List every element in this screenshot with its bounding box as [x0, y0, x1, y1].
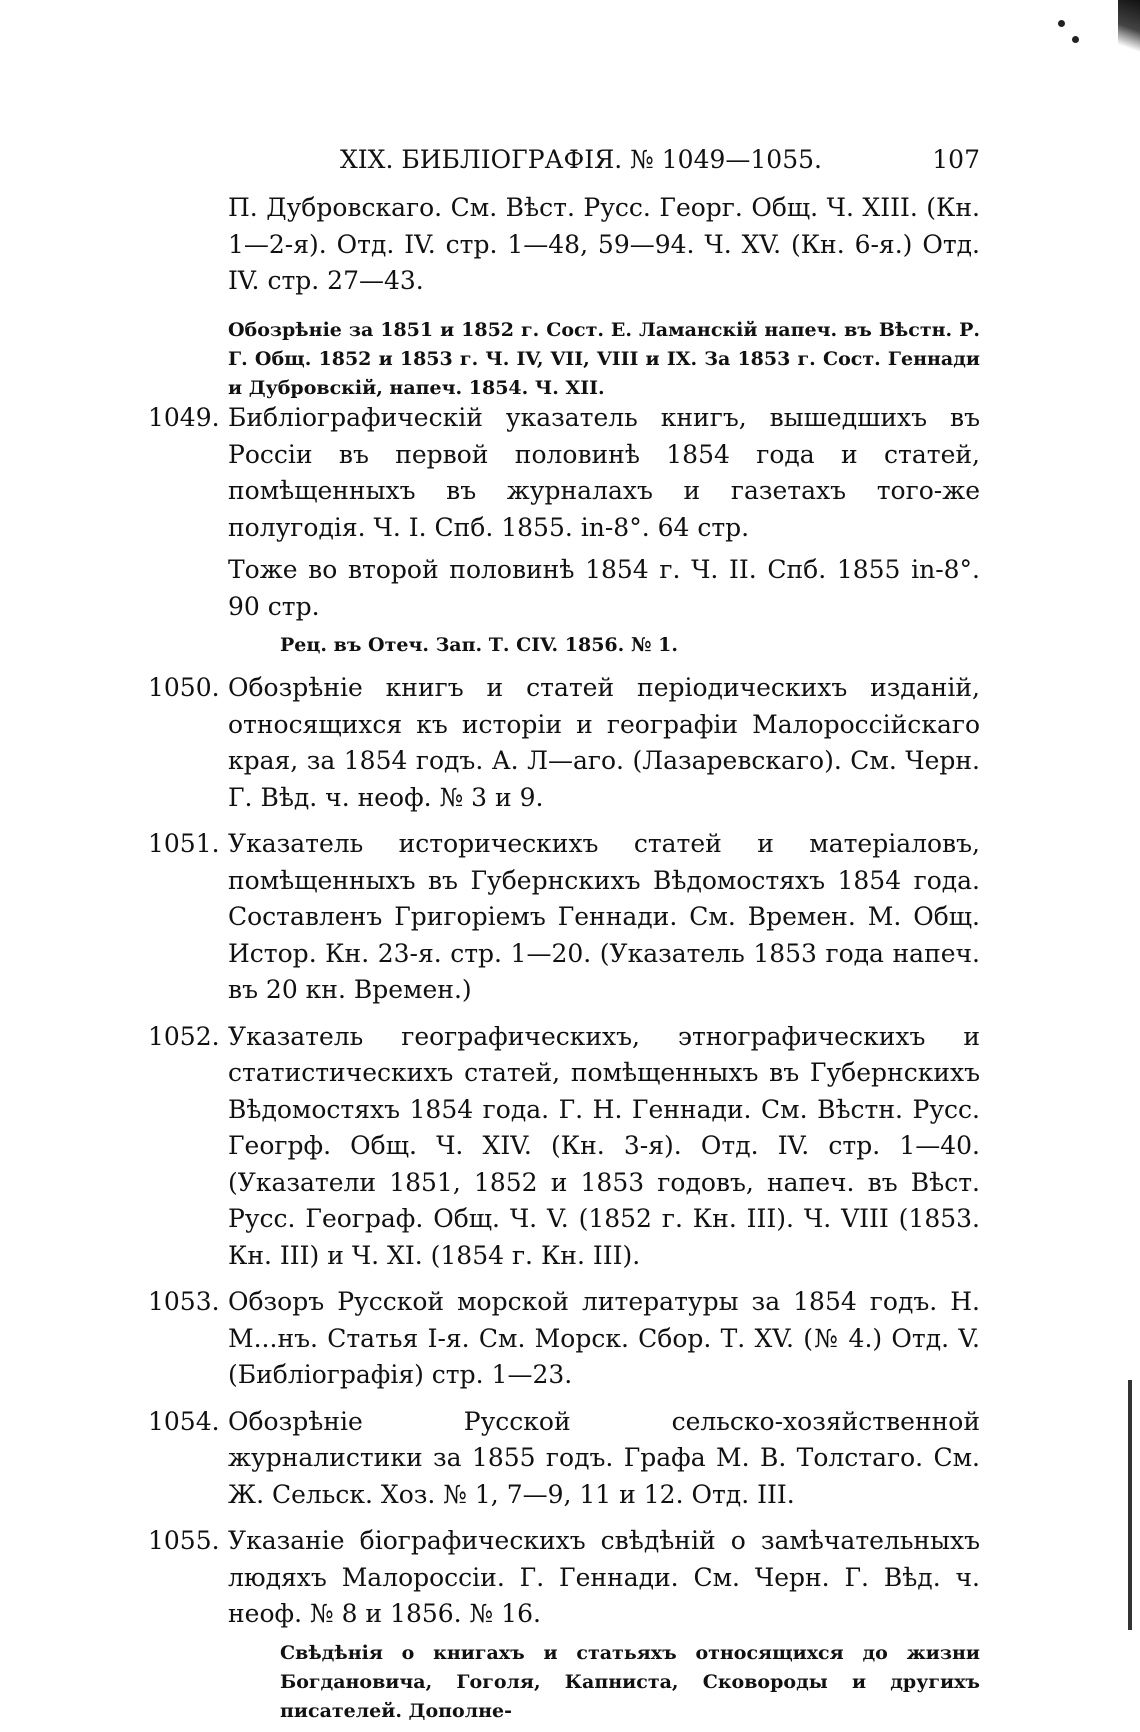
entry-note: Рец. въ Отеч. Зап. Т. CIV. 1856. № 1. [280, 634, 678, 656]
entry-text: Обозрѣнiе книгъ и статей перiодическихъ изданiй, относящихся къ исторiи и географiи Малороссiйскаго края, за 1854 годъ. А. Л—аго. (Лазаревскаго). См. Черн. Г. Вѣд. ч. неоф. № 3 и 9. [228, 673, 980, 812]
entry-continuation: Тоже во второй половинѣ 1854 г. Ч. II. Спб. 1855 in-8°. 90 стр. [228, 555, 980, 621]
entry-number: 1049. [148, 403, 220, 432]
continued-entry [228, 190, 980, 403]
entry-number: 1054. [148, 1406, 220, 1436]
bibliography-entry [148, 1284, 980, 1394]
entry-number: 1050. [148, 673, 220, 702]
bibliography-entry [148, 670, 980, 816]
bibliography-entry [148, 1019, 980, 1275]
entry-text: Обзоръ Русской морской литературы за 1854 годъ. Н. М...нъ. Статья I-я. См. Морск. Сбор. Т. XV. (№ 4.) Отд. V. (Библiографiя) стр. 1—23. [228, 1287, 980, 1389]
page-edge-mark [1128, 1380, 1132, 1630]
running-header [340, 140, 980, 180]
entry-text: Указатель историческихъ статей и матерiаловъ, помѣщенныхъ въ Губернскихъ Вѣдомостяхъ 1854 года. Составленъ Григорiемъ Геннади. См. Времен. М. Общ. Истор. Кн. 23-я. стр. 1—20. (Указатель 1853 года напеч. въ 20 кн. Времен.) [228, 829, 980, 1004]
scan-speck [1058, 20, 1065, 27]
continued-entry-note: Обозрѣнiе за 1851 и 1852 г. Сост. Е. Ламанскiй напеч. въ Вѣстн. Р. Г. Общ. 1852 и 1853 г. Ч. IV, VII, VIII и IX. За 1853 г. Сост. Геннади и Дубровскiй, напеч. 1854. Ч. XII. [228, 318, 980, 399]
bibliography-entry [148, 826, 980, 1009]
running-header-title: XIX. БИБЛIОГРАФIЯ. № 1049—1055. [340, 145, 822, 174]
entry-number: 1055. [148, 1526, 220, 1555]
bibliography-list [148, 400, 980, 1726]
bibliography-entry [148, 1404, 980, 1514]
entry-text: Обозрѣнiе Русской сельско-хозяйственной журналистики за 1855 годъ. Графа М. В. Толстаго. См. Ж. Сельск. Хоз. № 1, 7—9, 11 и 12. Отд. III. [228, 1406, 980, 1509]
entry-number: 1053. [148, 1287, 220, 1316]
bibliography-entry [148, 1523, 980, 1726]
scan-speck [1072, 36, 1079, 43]
bibliography-entry [148, 400, 980, 660]
entry-number: 1051. [148, 829, 220, 858]
continued-entry-text: П. Дубровскаго. См. Вѣст. Русс. Георг. Общ. Ч. XIII. (Кн. 1—2-я). Отд. IV. стр. 1—48, 59—94. Ч. XV. (Кн. 6-я.) Отд. IV. стр. 27—43. [228, 193, 980, 295]
page-number: 107 [932, 145, 980, 174]
entry-number: 1052. [148, 1021, 220, 1051]
entry-text: Указанiе бiографическихъ свѣдѣнiй о замѣчательныхъ людяхъ Малороссiи. Г. Геннади. См. Черн. Г. Вѣд. ч. неоф. № 8 и 1856. № 16. [228, 1526, 980, 1628]
page-corner-shadow [1118, 0, 1140, 62]
entry-note: Свѣдѣнiя о книгахъ и статьяхъ относящихся до жизни Богдановича, Гоголя, Капниста, Сковороды и другихъ писателей. Дополне- [280, 1641, 980, 1722]
entry-text: Библiографическiй указатель книгъ, вышедшихъ въ Россiи въ первой половинѣ 1854 года и статей, помѣщенныхъ въ журналахъ и газетахъ того-же полугодiя. Ч. I. Спб. 1855. in-8°. 64 стр. [228, 403, 980, 542]
entry-text: Указатель географическихъ, этнографическихъ и статистическихъ статей, помѣщенныхъ въ Губернскихъ Вѣдомостяхъ 1854 года. Г. Н. Геннади. См. Вѣстн. Русс. Геогрф. Общ. Ч. XIV. (Кн. 3-я). Отд. IV. стр. 1—40. (Указатели 1851, 1852 и 1853 годовъ, напеч. въ Вѣст. Русс. Географ. Общ. Ч. V. (1852 г. Кн. III). Ч. VIII (1853. Кн. III) и Ч. XI. (1854 г. Кн. III). [228, 1021, 980, 1270]
